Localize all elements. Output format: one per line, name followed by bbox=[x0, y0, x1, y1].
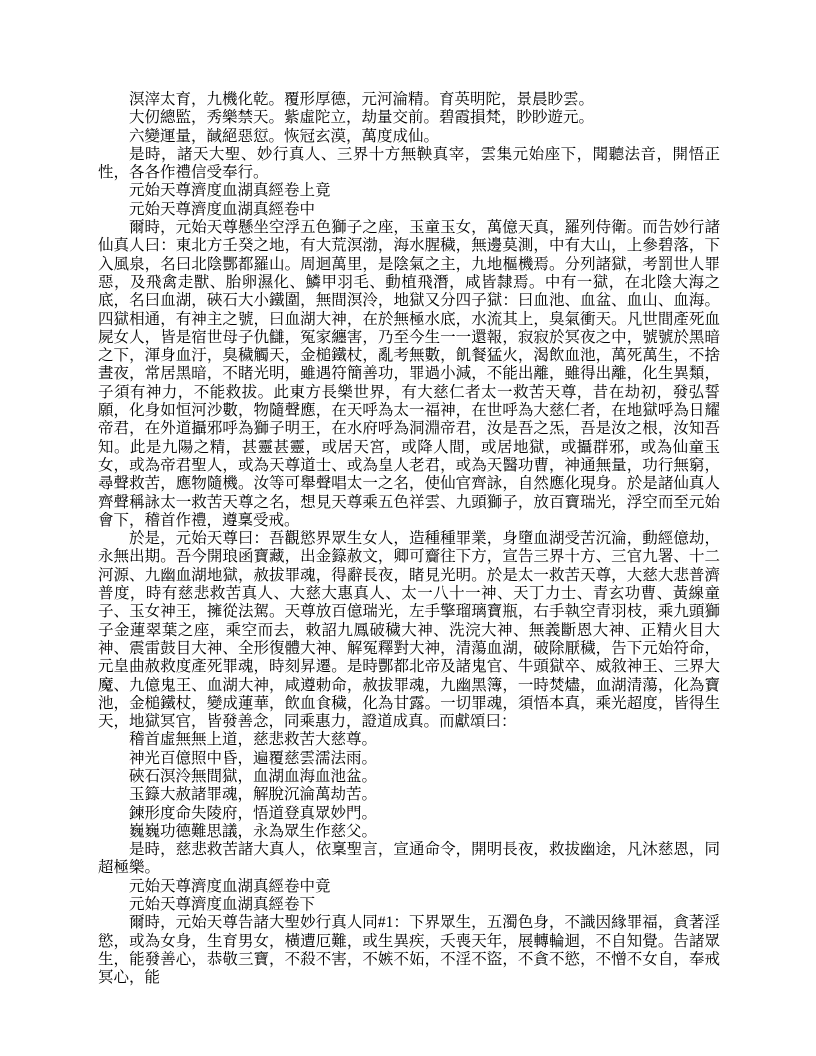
closing-paragraph-volume-1: 是時，諸天大聖、妙行真人、三界十方無鞅真宰，雲集元始座下，聞聽法音，開悟正性，各各作禮信受奉行。 bbox=[98, 145, 720, 182]
hymn-line-4: 玉籙大赦諸罪魂，解脫沉淪萬劫苦。 bbox=[129, 786, 378, 804]
opening-verse-line-3: 六變運量，馘絕惡愆。恢冠玄漠，萬度成仙。 bbox=[129, 127, 440, 145]
opening-verse-line-1: 溟滓太育，九機化乾。覆形厚德，元河淪精。育英明陀，景晨眇雲。 bbox=[129, 91, 595, 108]
hymn-line-5: 鍊形度命失陵府，悟道登真眾妙門。 bbox=[129, 804, 378, 822]
paragraph-salvation-decree: 於是，元始天尊曰：吾觀慾界眾生女人，造種種罪業，身墮血湖受苦沉淪，動經億劫，永無出期。吾今開琅函寶藏，出金籙赦文，卿可齎往下方，宣告三界十方、三官九署、十二河源、九幽血湖地獄，赦拔罪魂，得辭長夜，睹見光明。於是太一救苦天尊，大慈大悲普濟普度，時有慈悲救苦真人、大慈大惠真人、太一八十一神、天丁力士、青玄功曹、黃線童子、玉女神王，擁從法駕。天尊放百億瑞光，左手擎瑠璃寶瓶，右手執空青羽枝，乘九頭獅子金蓮翠葉之座，乘空而去，敕詔九鳳破穢大神、洗浣大神、無義斷恩大神、正精火目大神、震雷鼓目大神、全形復體大神、解冤釋對大神，清蕩血湖，破除厭穢，告下元始符命，元皇曲赦救度產死罪魂，時刻昇遷。是時酆都北帝及諸鬼官、牛頭獄卒、威敘神王、三界大魔、九億鬼王、血湖大神，咸遵勅命，赦拔罪魂，九幽黑簿，一時焚燼，血湖清蕩，化為寶池，金槌鐵杖，變成蓮華，飲血食穢，化為甘露。一切罪魂，須悟本真，乘光超度，皆得生天，地獄冥官，皆發善念，同乘惠力，證道成真。而獻頌曰： bbox=[98, 530, 720, 731]
paragraph-volume-3-opening: 爾時，元始天尊告諸大聖妙行真人同#1：下界眾生，五濁色身，不識因緣罪福，貪著淫慾，或為女身，生育男女，橫遭厄難，或生異疾，夭喪天年，展轉輪迴，不自知覺。告諸眾生，能發善心，恭敬三寶，不殺不害，不嫉不妬，不淫不盜，不貪不慾，不憎不女自，奉戒冥心，能 bbox=[98, 914, 720, 987]
closing-paragraph-volume-2: 是時，慈悲救苦諸大真人，依稟聖言，宣通命令，開明長夜，救拔幽途，凡沐慈恩，同超極樂。 bbox=[98, 841, 720, 877]
chapter-end-title-volume-2: 元始天尊濟度血湖真經卷中竟 bbox=[129, 877, 331, 895]
opening-verse-line-2: 大仞總監，秀樂禁天。紫虛陀立，劫量交前。碧霞損梵，眇眇遊元。 bbox=[129, 109, 595, 127]
chapter-title-volume-3: 元始天尊濟度血湖真經卷下 bbox=[129, 896, 316, 914]
hymn-line-1: 稽首虛無無上道，慈悲救苦大慈尊。 bbox=[129, 731, 378, 749]
hymn-line-2: 神光百億照中昏，遍覆慈雲濡法雨。 bbox=[129, 749, 378, 767]
hymn-line-6: 巍巍功德難思議，永為眾生作慈父。 bbox=[129, 822, 378, 840]
chapter-end-title-volume-1: 元始天尊濟度血湖真經卷上竟 bbox=[129, 182, 331, 200]
paragraph-blood-lake-description: 爾時，元始天尊懸坐空浮五色獅子之座，玉童玉女，萬億天真，羅列侍衛。而告妙行諸仙真人曰：東北方壬癸之地，有大荒溟渤，海水腥穢，無邊莫測，中有大山，上參碧落，下入風泉，名曰北陰酆都羅山。周迴萬里，是陰氣之主，九地樞機焉。分列諸獄，考罰世人罪惡，及飛禽走獸、胎卵濕化、鱗甲羽毛、動植飛潛，咸皆隸焉。中有一獄，在北陰大海之底，名曰血湖，硤石大小鐵圍，無間溟泠，地獄又分四子獄：曰血池、血盆、血山、血海。四獄相通，有神主之號，曰血湖大神，在於無極水底，水流其上，臭氣衝天。凡世間產死血屍女人，皆是宿世母子仇讎，冤家纏害，乃至今生一一還報，寂寂於冥夜之中，號號於黑暗之下，渾身血汙，臭穢觸天，金槌鐵杖，亂考無數，飢餐猛火，渴飲血池，萬死萬生，不捨晝夜，常居黑暗，不睹光明，雖遇符簡善功，罪過小減，不能出離，雖得出離，化生異類，子須有神力，不能救拔。此東方長樂世界，有大慈仁者太一救苦天尊，昔在劫初，發弘誓願，化身如恒河沙數，物隨聲應，在天呼為太一福神，在世呼為大慈仁者，在地獄呼為日耀帝君，在外道攝邪呼為獅子明王，在水府呼為洞淵帝君，汝是吾之炁，吾是汝之根，汝知吾知。此是九陽之精，甚靈甚靈，或居天宮，或降人間，或居地獄，或攝群邪，或為仙童玉女，或為帝君聖人，或為天尊道士、或為皇人老君，或為天醫功曹，神通無量，功行無窮，尋聲救苦，應物隨機。汝等可舉聲唱太一之名，使仙官齊詠，自然應化現身。於是諸仙真人齊聲稱詠太一救苦天尊之名，想見天尊乘五色祥雲、九頭獅子，放百寶瑞光，浮空而至元始會下，稽首作禮，遵稟受戒。 bbox=[98, 219, 720, 529]
hymn-line-3: 硤石溟泠無間獄，血湖血海血池盆。 bbox=[129, 767, 378, 785]
chapter-title-volume-2: 元始天尊濟度血湖真經卷中 bbox=[129, 200, 316, 218]
